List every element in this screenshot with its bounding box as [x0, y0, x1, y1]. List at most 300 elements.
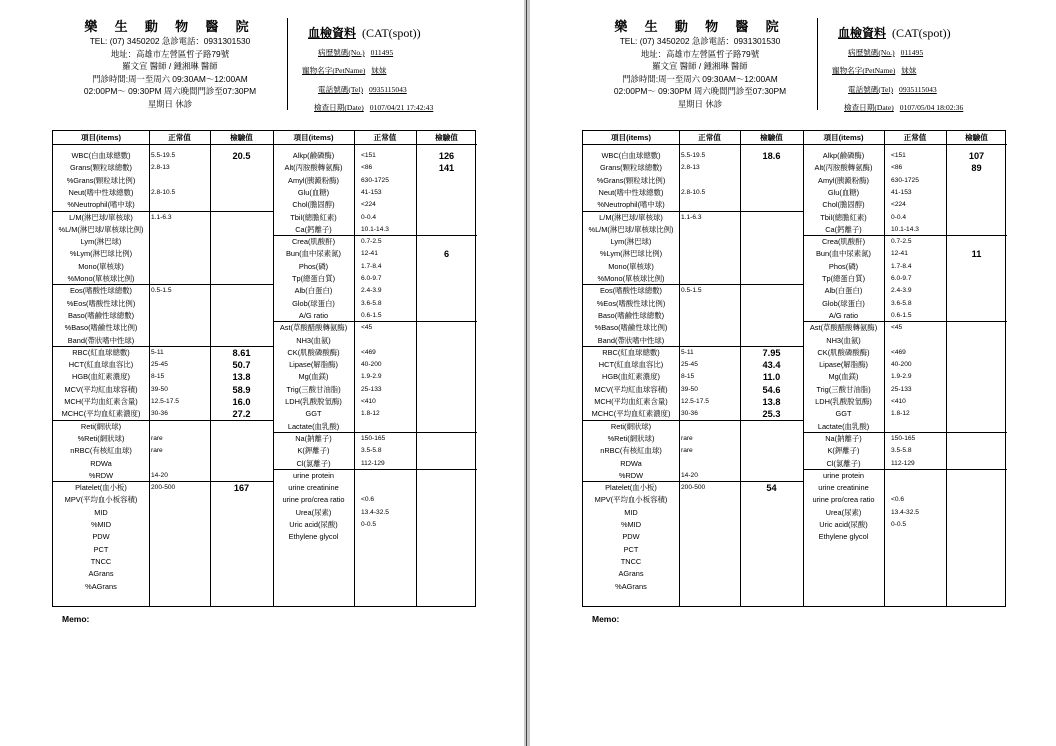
- table-row: [803, 482, 1007, 494]
- table-row: [583, 568, 803, 580]
- pet-name-value: 妹妹: [901, 66, 917, 76]
- table-row: [583, 285, 803, 297]
- item-name: Lactate(血乳酸): [287, 421, 340, 431]
- normal-range: <224: [361, 201, 376, 209]
- item-name: RBC(紅血球總數): [602, 347, 660, 357]
- item-name: A/G ratio: [298, 310, 329, 320]
- table-row: [803, 347, 1007, 359]
- clinic-name: 樂 生 動 物 醫 院: [614, 19, 786, 34]
- item-name: urine protein: [292, 470, 335, 480]
- normal-range: 3.6-5.8: [891, 299, 912, 307]
- item-name: Tbil(總膽紅素): [290, 212, 337, 222]
- normal-range: 630-1725: [891, 176, 919, 184]
- normal-range: 12.5-17.5: [681, 398, 709, 405]
- table-row: [803, 384, 1007, 396]
- result-value-plt: 167: [233, 483, 250, 494]
- row-divider: [583, 420, 803, 421]
- normal-range: 0.7-2.5: [891, 238, 912, 246]
- item-name: TNCC: [90, 556, 112, 566]
- table-row: [53, 433, 273, 445]
- column-divider: [354, 131, 355, 606]
- normal-range: 3.5-5.8: [361, 447, 382, 455]
- row-divider: [583, 284, 803, 285]
- item-name: Neut(嗜中性球總數): [68, 187, 134, 197]
- normal-range: 30-36: [151, 410, 168, 418]
- item-name: %Neutrophil(嗜中球): [597, 200, 665, 210]
- item-name: Baso(嗜鹼性球總數): [597, 310, 665, 320]
- table-row: [53, 531, 273, 543]
- item-name: %Grans(顆粒球比例): [596, 175, 666, 185]
- item-name: MCHC(平均血紅素濃度): [591, 409, 671, 419]
- normal-range: 2.8-10.5: [681, 188, 706, 196]
- item-name: L/M(淋巴球/單核球): [69, 212, 133, 222]
- row-divider: [803, 432, 1007, 433]
- item-name: GGT: [835, 409, 852, 419]
- date-value: 0107/04/21 17:42:43: [369, 103, 434, 113]
- item-name: Glob(球蛋白): [822, 298, 865, 308]
- item-name: HGB(血紅素濃度): [72, 372, 130, 382]
- row-divider: [273, 235, 477, 236]
- item-name: Ethylene glycol: [288, 532, 339, 542]
- item-name: Chol(膽固醇): [822, 200, 865, 210]
- normal-range: 25-45: [151, 361, 168, 369]
- normal-range: 8-15: [151, 373, 165, 381]
- item-name: PCT: [623, 544, 639, 554]
- item-name: Baso(嗜鹼性球總數): [67, 310, 135, 320]
- item-name: Band(帶狀嗜中性球): [67, 335, 135, 345]
- item-name: urine creatinine: [818, 483, 869, 493]
- row-divider: [273, 432, 477, 433]
- column-divider: [740, 131, 741, 606]
- item-name: A/G ratio: [828, 310, 859, 320]
- table-row: [273, 384, 477, 396]
- item-name: MCH(平均血紅素含量): [64, 397, 138, 406]
- table-row: [273, 470, 477, 482]
- record-no-line: 病歷號碼(No.) 011495: [318, 48, 394, 57]
- row-divider: [53, 481, 273, 482]
- result-value-mchc: 25.3: [762, 409, 781, 420]
- clinic-hours-1: 門診時間:周一至周六 09:30AM～12:00AM: [622, 73, 778, 84]
- normal-range: <224: [891, 201, 906, 209]
- item-name: Trig(三酸甘油脂): [816, 384, 871, 394]
- col-header-result-left: 檢驗值: [760, 133, 783, 142]
- normal-range: 0-0.4: [361, 213, 377, 221]
- table-row: [583, 519, 803, 531]
- item-name: urine pro/crea ratio: [282, 495, 345, 505]
- item-name: urine creatinine: [288, 483, 339, 493]
- table-row: [273, 335, 477, 347]
- result-value-wbc: 20.5: [232, 151, 251, 161]
- table-row: [273, 199, 477, 211]
- item-name: %Reti(網狀球): [77, 433, 125, 443]
- pet-name-line: 寵物名字(PetName) 妹妹: [302, 66, 387, 76]
- record-no-value: 011495: [370, 48, 394, 57]
- date-value: 0107/05/04 18:02:36: [899, 103, 964, 113]
- table-row: [803, 470, 1007, 482]
- table-row: [53, 298, 273, 310]
- item-name: Mg(血鎂): [298, 372, 329, 382]
- item-name: PDW: [622, 532, 640, 542]
- clinic-hours-1: 門診時間:周一至周六 09:30AM～12:00AM: [92, 73, 248, 84]
- table-row: [53, 556, 273, 568]
- item-name: %Neutrophil(嗜中球): [67, 200, 135, 210]
- item-name: Crea(肌酸酐): [291, 237, 336, 247]
- table-row: [53, 507, 273, 519]
- item-name: Cl(氯離子): [296, 458, 331, 468]
- item-name: %Grans(顆粒球比例): [66, 175, 136, 185]
- normal-range: 41-153: [891, 188, 912, 196]
- normal-range: 112-129: [891, 459, 915, 467]
- normal-range: 14-20: [681, 471, 698, 479]
- item-name: Amyl(胰澱粉酶): [288, 175, 339, 185]
- table-row: [583, 236, 803, 248]
- table-row: [273, 519, 477, 531]
- table-row: [803, 507, 1007, 519]
- normal-range: 5.5-19.5: [681, 152, 706, 159]
- item-name: NH3(血氨): [826, 335, 861, 345]
- normal-range: 40-200: [891, 361, 912, 369]
- item-name: %Mono(單核球比例): [67, 274, 135, 283]
- item-name: %Baso(嗜鹼性球比例): [594, 323, 668, 333]
- result-value-hgb: 13.8: [232, 372, 251, 383]
- normal-range: 8-15: [681, 373, 695, 381]
- memo-label: Memo:: [592, 614, 620, 624]
- item-name: Urea(尿素): [295, 507, 332, 517]
- item-name: %Eos(嗜酸性球比例): [66, 298, 136, 308]
- table-row: [803, 187, 1007, 199]
- item-name: %L/M(淋巴球/單核球比例): [58, 224, 144, 234]
- item-name: %Reti(網狀球): [607, 433, 655, 443]
- item-name: Na(鈉離子): [295, 433, 332, 443]
- item-name: Platelet(血小板): [75, 483, 127, 493]
- item-name: GGT: [305, 409, 322, 419]
- item-name: Alkp(鹼磷酶): [822, 151, 865, 160]
- table-row: [803, 236, 1007, 248]
- item-name: RDWa: [620, 458, 642, 468]
- col-header-result-right: 檢驗值: [965, 133, 988, 142]
- item-name: %AGrans: [615, 581, 647, 591]
- pet-name-value: 妹妹: [371, 66, 387, 76]
- col-header-normal-right: 正常值: [373, 133, 397, 142]
- result-value-alt: 89: [971, 163, 982, 174]
- result-value-mch: 13.8: [762, 397, 781, 407]
- result-value-hct: 50.7: [232, 360, 251, 371]
- column-divider: [273, 131, 274, 606]
- table-row: [803, 408, 1007, 420]
- table-row: [803, 335, 1007, 347]
- row-divider: [583, 346, 803, 347]
- table-row: [273, 371, 477, 383]
- clinic-hours-3: 星期日 休診: [677, 98, 723, 109]
- item-name: nRBC(有核紅血球): [70, 446, 132, 456]
- result-value-alt: 141: [438, 163, 455, 174]
- item-name: Phos(磷): [828, 261, 859, 271]
- col-header-normal-left: 正常值: [168, 133, 191, 142]
- normal-range: 39-50: [151, 385, 168, 393]
- tel-line: 電話號碼(Tel) 0935115043: [318, 84, 407, 94]
- normal-range: 1.1-6.3: [681, 213, 702, 221]
- normal-range: 112-129: [361, 459, 385, 467]
- item-name: Trig(三酸甘油脂): [286, 384, 341, 394]
- table-row: [53, 568, 273, 580]
- table-row: [803, 494, 1007, 506]
- item-name: LDH(乳酸脫氫酶): [815, 397, 872, 406]
- record-title: 血檢資料 (CAT(spot)): [308, 26, 421, 40]
- normal-range: 2.8-13: [681, 164, 700, 172]
- normal-range: 2.8-10.5: [151, 188, 176, 196]
- column-divider: [884, 131, 885, 606]
- item-name: HCT(紅血球血容比): [598, 360, 664, 370]
- item-name: Lym(淋巴球): [610, 237, 652, 247]
- normal-range: 14-20: [151, 471, 168, 479]
- item-name: Crea(肌酸酐): [821, 237, 866, 247]
- table-row: [53, 224, 273, 236]
- col-header-normal-right: 正常值: [903, 133, 927, 142]
- normal-range: 2.4-3.9: [891, 287, 912, 295]
- normal-range: 1.9-2.9: [891, 373, 912, 381]
- normal-range: 3.6-5.8: [361, 299, 382, 307]
- item-name: Tp(總蛋白質): [291, 274, 336, 283]
- result-value-hct: 43.4: [762, 360, 781, 371]
- normal-range: 150-165: [891, 434, 916, 442]
- column-divider: [679, 131, 680, 606]
- item-name: Platelet(血小板): [605, 483, 657, 493]
- row-divider: [583, 211, 803, 212]
- table-row: [583, 544, 803, 556]
- item-name: MID: [624, 507, 638, 517]
- item-name: urine protein: [822, 470, 865, 480]
- col-header-items-left: 項目(items): [80, 133, 122, 142]
- item-name: %Lym(淋巴球比例): [599, 249, 663, 259]
- item-name: WBC(白血球總數): [601, 151, 661, 160]
- normal-range: 5.5-19.5: [151, 152, 176, 159]
- result-value-wbc: 18.6: [762, 151, 781, 161]
- table-row: [583, 187, 803, 199]
- report-page-1: [0, 0, 524, 746]
- table-row: [583, 224, 803, 236]
- result-value-mcv: 54.6: [762, 384, 781, 395]
- table-row: [273, 212, 477, 224]
- item-name: CK(肌酸磷酸酶): [287, 347, 340, 357]
- table-row: [583, 298, 803, 310]
- table-row: [803, 212, 1007, 224]
- table-row: [53, 445, 273, 457]
- clinic-header: [50, 16, 290, 111]
- col-header-result-right: 檢驗值: [435, 133, 458, 142]
- item-name: Grans(顆粒球總數): [69, 163, 132, 173]
- table-row: [583, 212, 803, 224]
- table-row: [803, 531, 1007, 543]
- item-name: Mono(單核球): [608, 261, 654, 271]
- table-row: [803, 273, 1007, 285]
- result-value-alkp: 107: [968, 151, 985, 161]
- normal-range: 6.0-9.7: [361, 275, 382, 282]
- item-name: urine pro/crea ratio: [812, 495, 875, 505]
- item-name: Ast(草酸醋酸轉氨酶): [279, 323, 348, 333]
- item-name: %Mono(單核球比例): [597, 274, 665, 283]
- item-name: Amyl(胰澱粉酶): [818, 175, 869, 185]
- table-row: [803, 285, 1007, 297]
- table-row: [273, 359, 477, 371]
- item-name: Alb(白蛋白): [294, 286, 333, 296]
- table-row: [583, 322, 803, 334]
- item-name: Alt(丙胺酸轉氨酶): [814, 163, 873, 173]
- normal-range: <0.6: [891, 496, 905, 504]
- table-row: [53, 261, 273, 273]
- item-name: MPV(平均血小板容積): [64, 495, 138, 505]
- table-row: [273, 285, 477, 297]
- table-row: [53, 162, 273, 174]
- normal-range: 40-200: [361, 361, 382, 369]
- record-fields: [302, 44, 434, 118]
- item-name: MCHC(平均血紅素濃度): [61, 409, 141, 419]
- item-name: %MID: [90, 520, 112, 529]
- table-row: [53, 494, 273, 506]
- item-name: %Eos(嗜酸性球比例): [596, 298, 666, 308]
- item-name: Lactate(血乳酸): [817, 421, 870, 431]
- item-name: Uric acid(尿酸): [819, 520, 868, 529]
- normal-range: 30-36: [681, 410, 698, 418]
- table-row: [273, 273, 477, 285]
- row-divider: [273, 469, 477, 470]
- clinic-hours-3: 星期日 休診: [147, 98, 193, 109]
- table-row: [53, 421, 273, 433]
- item-name: Mono(單核球): [78, 261, 124, 271]
- normal-range: 0.5-1.5: [151, 287, 172, 295]
- item-name: Cl(氯離子): [826, 458, 861, 468]
- item-name: Tbil(總膽紅素): [820, 212, 867, 222]
- normal-range: <0.6: [361, 496, 375, 504]
- normal-range: 5-11: [151, 348, 164, 356]
- normal-range: 0.6-1.5: [891, 311, 912, 319]
- item-name: RBC(紅血球總數): [72, 347, 130, 357]
- normal-range: 13.4-32.5: [891, 508, 919, 516]
- results-table: [52, 130, 476, 607]
- table-row: [583, 507, 803, 519]
- item-name: HGB(血紅素濃度): [602, 372, 660, 382]
- record-no-line: 病歷號碼(No.) 011495: [848, 48, 924, 57]
- normal-range: 3.5-5.8: [891, 447, 912, 455]
- table-row: [53, 322, 273, 334]
- row-divider: [53, 144, 477, 145]
- tel-line: 電話號碼(Tel) 0935115043: [848, 84, 937, 94]
- item-name: Bun(血中尿素氮): [285, 249, 342, 259]
- table-row: [273, 433, 477, 445]
- row-divider: [803, 235, 1007, 236]
- normal-range: 2.8-13: [151, 164, 170, 172]
- table-row: [53, 544, 273, 556]
- column-divider: [210, 131, 211, 606]
- column-divider: [149, 131, 150, 606]
- normal-range: 2.4-3.9: [361, 287, 382, 295]
- normal-range: <469: [361, 348, 376, 356]
- clinic-doctors: 羅文宣 醫師 / 鍾湘琳 醫師: [122, 61, 218, 72]
- column-divider: [803, 131, 804, 606]
- table-row: [53, 581, 273, 593]
- item-name: %AGrans: [85, 581, 117, 591]
- table-row: [53, 175, 273, 187]
- result-value-mch: 16.0: [232, 397, 251, 407]
- item-name: Alb(白蛋白): [824, 286, 863, 296]
- normal-range: 0.5-1.5: [681, 287, 702, 295]
- report-page-2: [530, 0, 1056, 746]
- normal-range: 10.1-14.3: [891, 225, 919, 233]
- item-name: Uric acid(尿酸): [289, 520, 338, 529]
- record-fields: [832, 44, 964, 118]
- column-divider: [416, 131, 417, 606]
- col-header-items-right: 項目(items): [293, 133, 334, 142]
- row-divider: [273, 321, 477, 322]
- tel-value: 0935115043: [899, 84, 937, 94]
- table-row: [803, 359, 1007, 371]
- row-divider: [583, 144, 1007, 145]
- item-name: MPV(平均血小板容積): [594, 495, 668, 505]
- item-name: Alt(丙胺酸轉氨酶): [284, 163, 343, 173]
- item-name: Mg(血鎂): [828, 372, 859, 382]
- normal-range: 1.9-2.9: [361, 373, 382, 381]
- table-row: [273, 261, 477, 273]
- table-row: [803, 396, 1007, 408]
- table-row: [803, 199, 1007, 211]
- item-name: Ca(鈣離子): [295, 224, 332, 234]
- item-name: Bun(血中尿素氮): [815, 249, 872, 259]
- item-name: MCV(平均紅血球容積): [64, 384, 138, 394]
- record-title: 血檢資料 (CAT(spot)): [838, 26, 951, 40]
- item-name: Lym(淋巴球): [80, 237, 122, 247]
- item-name: nRBC(有核紅血球): [600, 446, 662, 456]
- item-name: Alkp(鹼磷酶): [292, 151, 335, 160]
- result-value-plt: 54: [766, 483, 777, 494]
- normal-range: 5-11: [681, 348, 694, 356]
- normal-range: 200-500: [681, 484, 706, 492]
- item-name: Band(帶狀嗜中性球): [597, 335, 665, 345]
- item-name: MID: [94, 507, 108, 517]
- item-name: %Lym(淋巴球比例): [69, 249, 133, 259]
- normal-range: 25-133: [891, 385, 912, 393]
- normal-range: 200-500: [151, 484, 176, 492]
- clinic-hours-2: 02:00PM～ 09:30PM 周六晚間門診至07:30PM: [613, 86, 787, 97]
- item-name: TNCC: [620, 556, 642, 566]
- normal-range: 12-41: [891, 250, 908, 258]
- result-value-hgb: 11.0: [762, 372, 781, 383]
- normal-range: 0.7-2.5: [361, 238, 382, 246]
- date-line: 檢查日期(Date) 0107/05/04 18:02:36: [844, 103, 964, 113]
- table-row: [53, 187, 273, 199]
- normal-range: 13.4-32.5: [361, 508, 389, 516]
- table-row: [273, 236, 477, 248]
- table-row: [583, 458, 803, 470]
- clinic-header: [580, 16, 820, 111]
- clinic-phone: TEL: (07) 3450202 急診電話：0931301530: [619, 36, 781, 46]
- col-header-items-right: 項目(items): [823, 133, 864, 142]
- normal-range: <86: [361, 164, 373, 172]
- normal-range: 12-41: [361, 250, 378, 258]
- item-name: WBC(白血球總數): [71, 151, 131, 160]
- table-row: [583, 494, 803, 506]
- normal-range: 0-0.4: [891, 213, 907, 221]
- table-row: [273, 494, 477, 506]
- table-row: [803, 261, 1007, 273]
- item-name: Reti(網狀球): [610, 421, 652, 431]
- item-name: NH3(血氨): [296, 335, 331, 345]
- row-divider: [583, 481, 803, 482]
- normal-range: 0-0.5: [891, 521, 907, 528]
- normal-range: 41-153: [361, 188, 382, 196]
- clinic-doctors: 羅文宣 醫師 / 鍾湘琳 醫師: [652, 61, 748, 72]
- normal-range: 1.7-8.4: [361, 262, 382, 270]
- item-name: Ca(鈣離子): [825, 224, 862, 234]
- item-name: Lipase(解脂酶): [289, 360, 338, 370]
